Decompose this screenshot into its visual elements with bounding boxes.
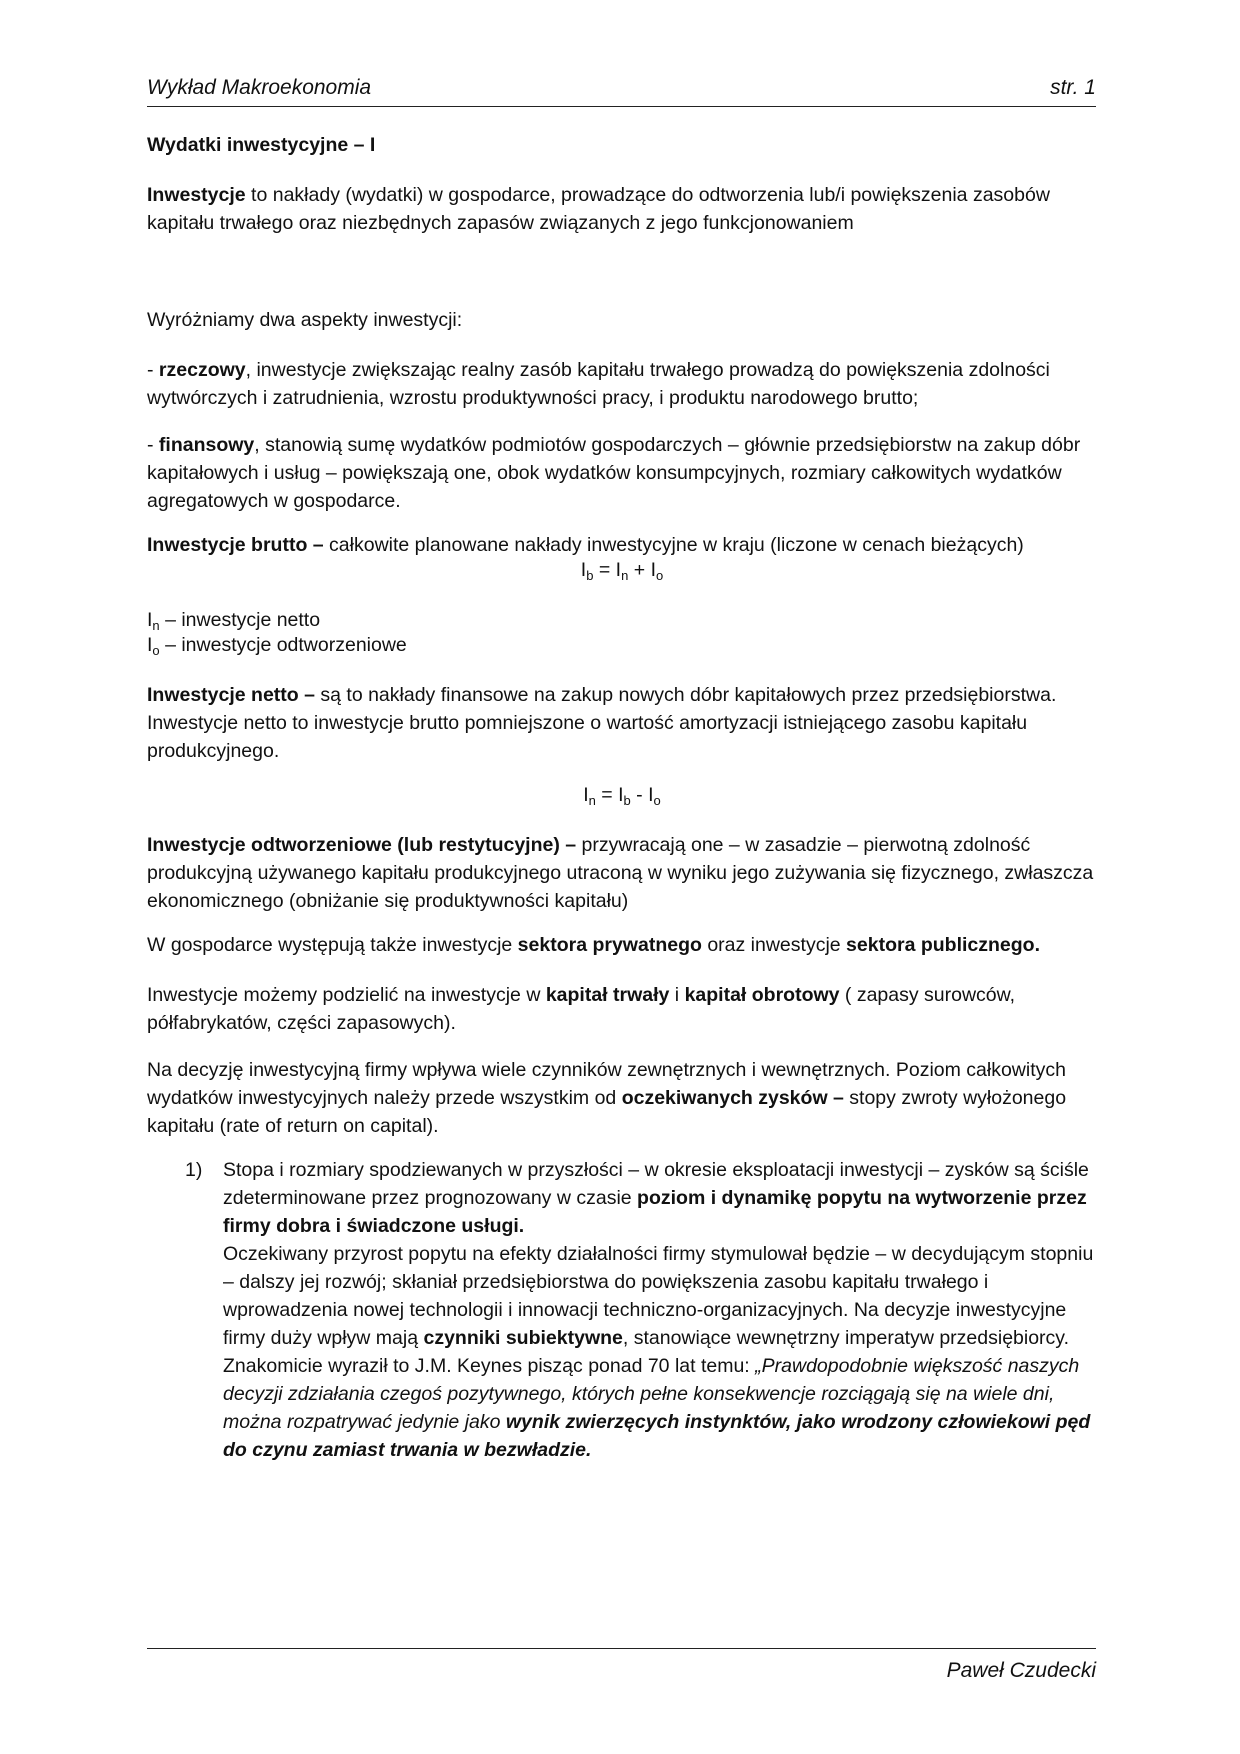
header-title: Wykład Makroekonomia [147,76,372,99]
section-heading: Wydatki inwestycyjne – I [147,134,376,156]
definition-gross: Inwestycje brutto – całkowite planowane nakłady inwestycyjne w kraju (liczone w cenach bieżących) [147,534,1024,556]
definition-net: Inwestycje netto – są to nakłady finansowe na zakup nowych dóbr kapitałowych przez przedsiębiorstwa. Inwestycje netto to inwestycje brutto pomniejszone o wartość amortyzacji istniejącego zasobu kapitału produkcyjnego. [147,684,1057,762]
formula-net: $I_n = I_b - I_o$ [583,784,661,808]
aspect-financial: - finansowy, stanowią sumę wydatków podmiotów gospodarczych – głównie przedsiębiorstw na zakup dóbr kapitałowych i usług – powiększają one, obok wydatków konsumpcyjnych, rozmiary całkowitych wydatków agregatowych w gospodarce. [147,434,1081,512]
aspect-material: - rzeczowy, inwestycje zwiększając realny zasób kapitału trwałego prowadzą do powiększenia zdolności wytwórczych i zatrudnienia, wzrostu produktywności pracy, i produktu narodowego brutto; [147,359,1050,409]
legend-net: $I_n$ – inwestycje netto [147,609,321,633]
factors-paragraph: Na decyzję inwestycyjną firmy wpływa wiele czynników zewnętrznych i wewnętrznych. Poziom całkowitych wydatków inwestycyjnych należy przede wszystkim od oczekiwanych zysków – stopy zwroty wyłożonego kapitału (rate of return on capital). [147,1059,1067,1137]
list-item-body [223,1156,1096,1464]
capital-paragraph: Inwestycje możemy podzielić na inwestycje w kapitał trwały i kapitał obrotowy ( zapasy surowców, półfabrykatów, części zapasowych). [147,984,1016,1034]
page-header [147,74,1096,107]
list-item-number: 1) [185,1159,203,1181]
header-page-number: str. 1 [1050,76,1096,99]
formula-gross: $I_b = I_n + I_o$ [580,559,664,583]
sectors-paragraph: W gospodarce występują także inwestycje sektora prywatnego oraz inwestycje sektora publicznego. [147,934,1040,956]
list-item-text-b: Oczekiwany przyrost popytu na efekty działalności firmy stymulował będzie – w decydującym stopniu – dalszy jej rozwój; skłaniał przedsiębiorstwa do powiększenia zasobu kapitału trwałego i wprowadzenia nowej technologii i innowacji techniczno-organizacyjnych. Na decyzje inwestycyjne firmy duży wpływ mają czynniki subiektywne, stanowiące wewnętrzny imperatyw przedsiębiorcy. Znakomicie wyraził to J.M. Keynes pisząc ponad 70 lat temu: „Prawdopodobnie większość naszych decyzji zdziałania czegoś pozytywnego, których pełne konsekwencje rozciągają się na wiele dni, można rozpatrywać jedynie jako wynik zwierzęcych instynktów, jako wrodzony człowiekowi pęd do czynu zamiast trwania w bezwładzie. [223,1243,1094,1461]
list-item-text-a: Stopa i rozmiary spodziewanych w przyszłości – w okresie eksploatacji inwestycji – zysków są ściśle zdeterminowane przez prognozowany w czasie poziom i dynamikę popytu na wytworzenie przez firmy dobra i świadczone usługi. [223,1159,1089,1237]
definition-replacement: Inwestycje odtworzeniowe (lub restytucyjne) – przywracają one – w zasadzie – pierwotną zdolność produkcyjną używanego kapitału produkcyjnego utraconą w wyniku jego zużywania się fizycznego, zwłaszcza ekonomicznego (obniżanie się produktywności kapitału) [147,834,1094,912]
footer-author: Paweł Czudecki [946,1659,1096,1682]
aspects-intro: Wyróżniamy dwa aspekty inwestycji: [147,309,463,331]
definition-investment: Inwestycje to nakłady (wydatki) w gospodarce, prowadzące do odtworzenia lub/i powiększenia zasobów kapitału trwałego oraz niezbędnych zapasów związanych z jego funkcjonowaniem [147,184,1050,234]
legend-replacement: $I_o$ – inwestycje odtworzeniowe [147,634,407,658]
page-footer [147,1648,1096,1689]
